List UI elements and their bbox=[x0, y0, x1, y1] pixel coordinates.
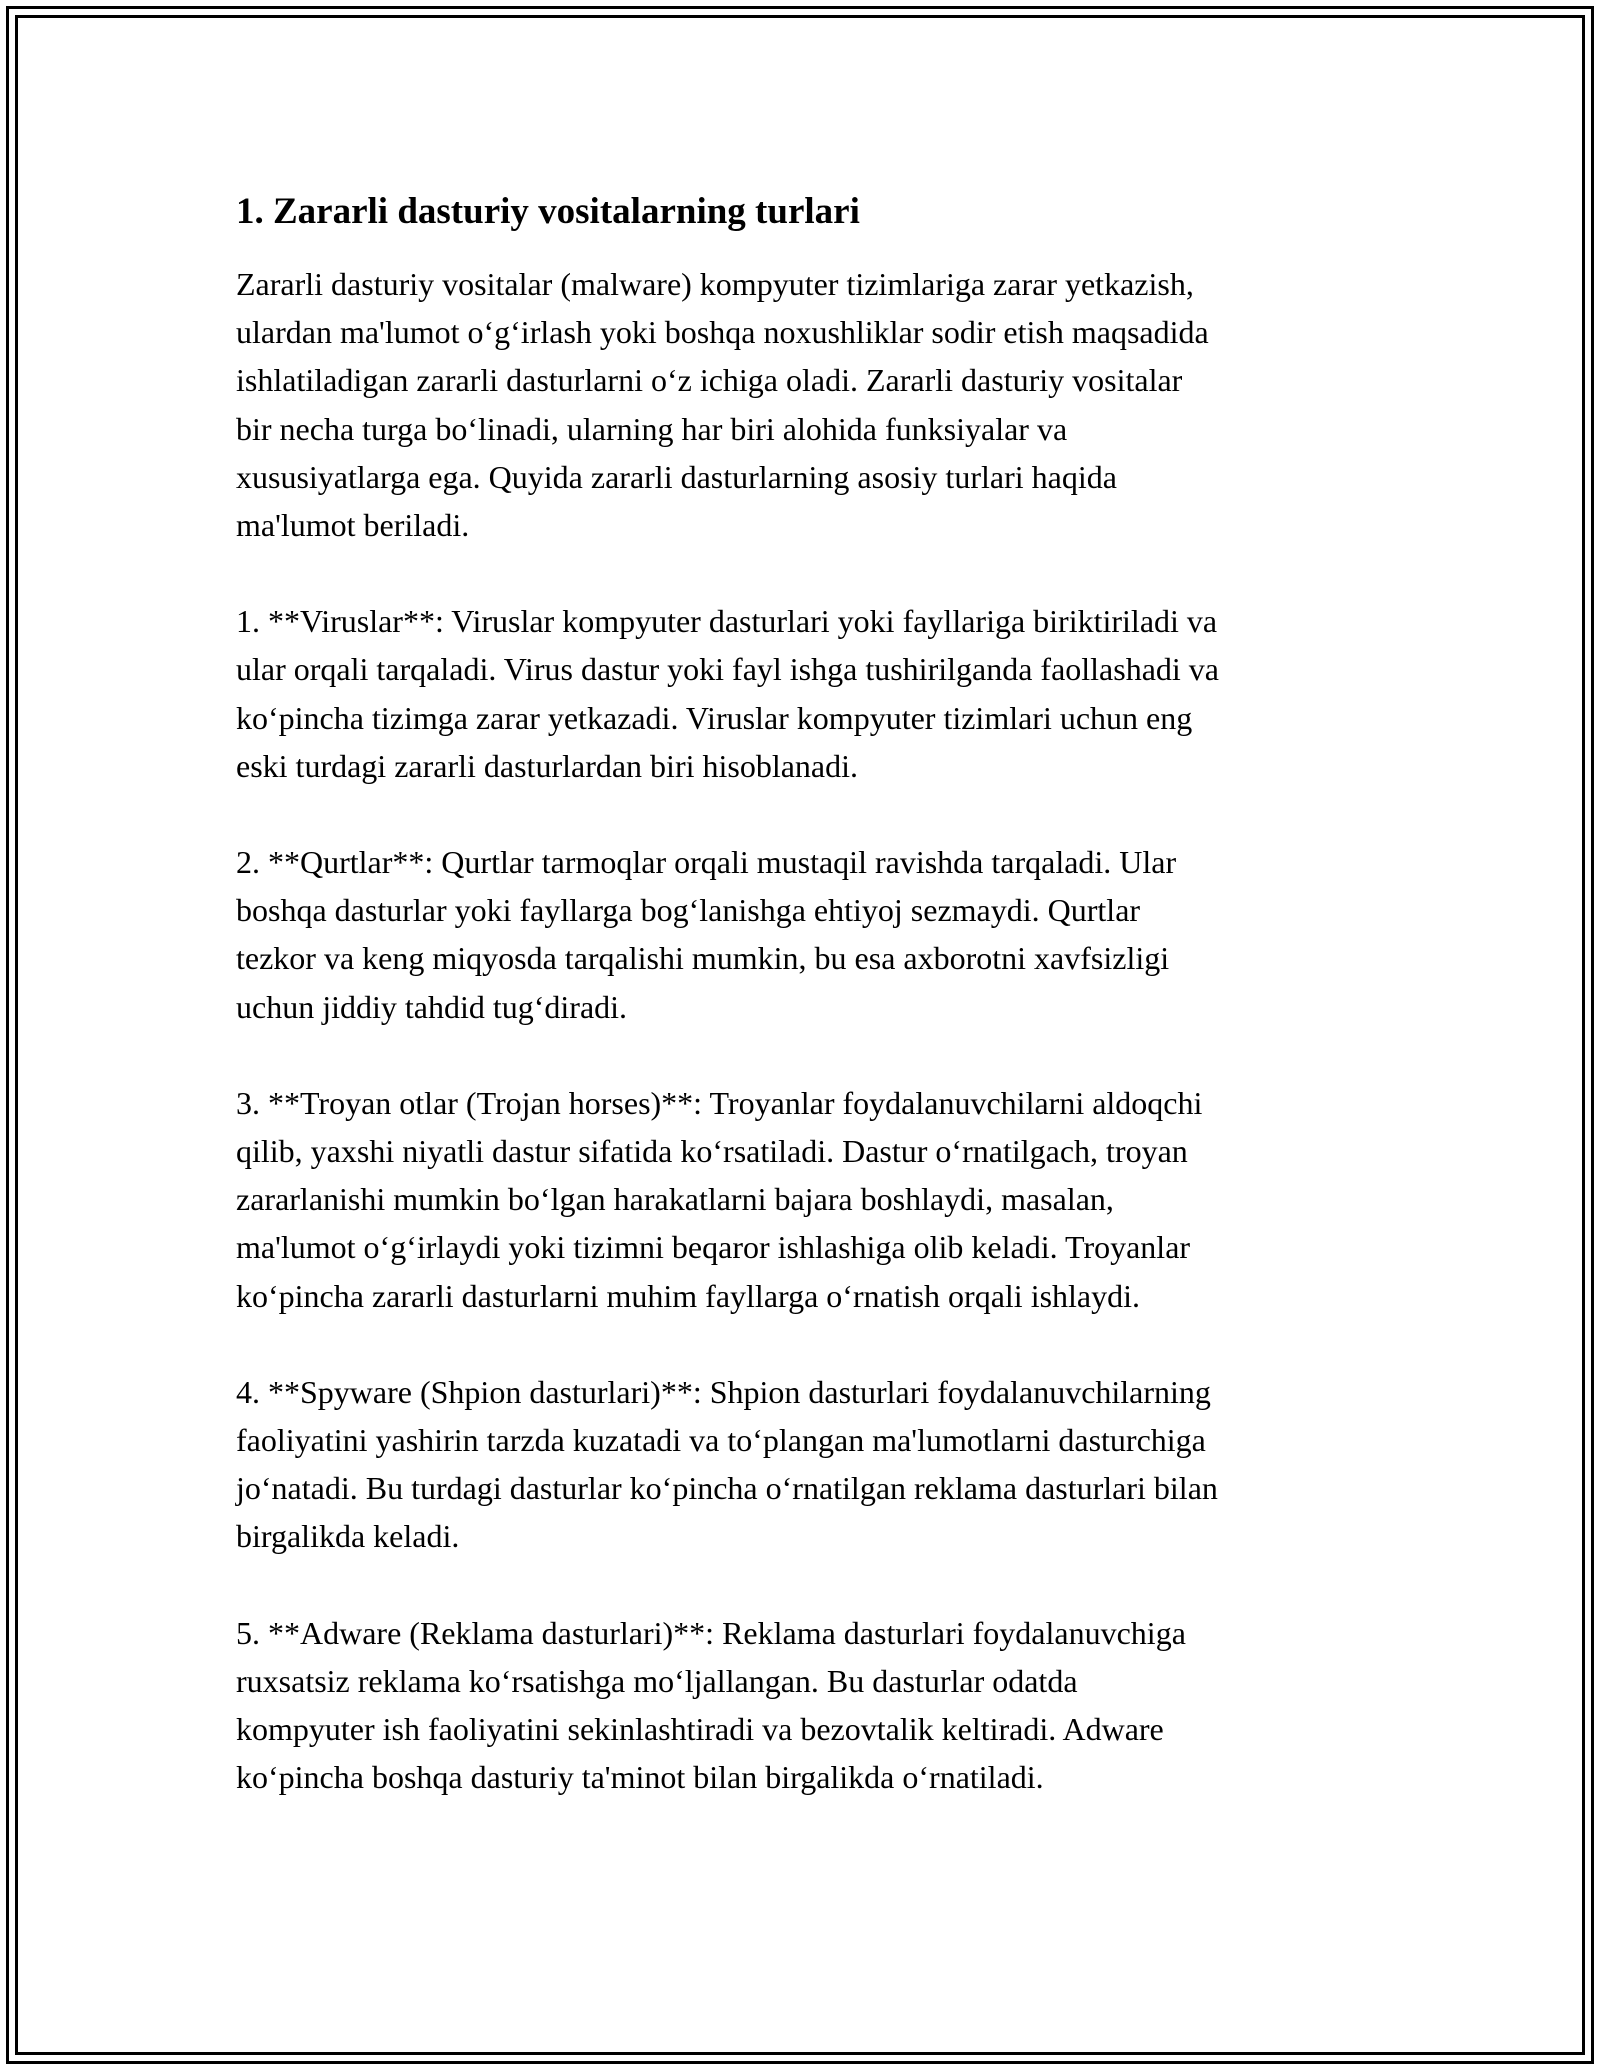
paragraph-viruses: 1. **Viruslar**: Viruslar kompyuter dasturlari yoki fayllariga biriktiriladi va ular orqali tarqaladi. Virus dastur yoki fayl ishga tushirilganda faollashadi va ko‘pincha tizimga zarar yetkazadi. Viruslar kompyuter tizimlari uchun eng eski turdagi zararli dasturlardan biri hisoblanadi. bbox=[236, 603, 1219, 784]
document-title: 1. Zararli dasturiy vositalarning turlari bbox=[236, 191, 860, 232]
paragraph-worms: 2. **Qurtlar**: Qurtlar tarmoqlar orqali mustaqil ravishda tarqaladi. Ular boshqa dasturlar yoki fayllarga bog‘lanishga ehtiyoj sezmaydi. Qurtlar tezkor va keng miqyosda tarqalishi mumkin, bu esa axborotni xavfsizligi uchun jiddiy tahdid tug‘diradi. bbox=[236, 844, 1177, 1025]
paragraph-trojans: 3. **Troyan otlar (Trojan horses)**: Troyanlar foydalanuvchilarni aldoqchi qilib, yaxshi niyatli dastur sifatida ko‘rsatiladi. Dastur o‘rnatilgach, troyan zararlanishi mumkin bo‘lgan harakatlarni bajara boshlaydi, masalan, ma'lumot o‘g‘irlaydi yoki tizimni beqaror ishlashiga olib keladi. Troyanlar ko‘pincha zararli dasturlarni muhim fayllarga o‘rnatish orqali ishlaydi. bbox=[236, 1084, 1203, 1314]
paragraph-adware: 5. **Adware (Reklama dasturlari)**: Reklama dasturlari foydalanuvchiga ruxsatsiz reklama ko‘rsatishga mo‘ljallangan. Bu dasturlar odatda kompyuter ish faoliyatini sekinlashtiradi va bezovtalik keltiradi. Adware ko‘pincha boshqa dasturiy ta'minot bilan birgalikda o‘rnatiladi. bbox=[236, 1614, 1186, 1796]
document-body bbox=[236, 188, 1386, 1801]
paragraph-spyware: 4. **Spyware (Shpion dasturlari)**: Shpion dasturlari foydalanuvchilarning faoliyatini yashirin tarzda kuzatadi va to‘plangan ma'lumotlarni dasturchiga jo‘natadi. Bu turdagi dasturlar ko‘pincha o‘rnatilgan reklama dasturlari bilan birgalikda keladi. bbox=[236, 1373, 1218, 1555]
intro-paragraph: Zararli dasturiy vositalar (malware) kompyuter tizimlariga zarar yetkazish, ulardan ma'lumot o‘g‘irlash yoki boshqa noxushliklar sodir etish maqsadida ishlatiladigan zararli dasturlarni o‘z ichiga oladi. Zararli dasturiy vositalar bir necha turga bo‘linadi, ularning har biri alohida funksiyalar va xususiyatlarga ega. Quyida zararli dasturlarning asosiy turlari haqida ma'lumot beriladi. bbox=[236, 266, 1209, 544]
